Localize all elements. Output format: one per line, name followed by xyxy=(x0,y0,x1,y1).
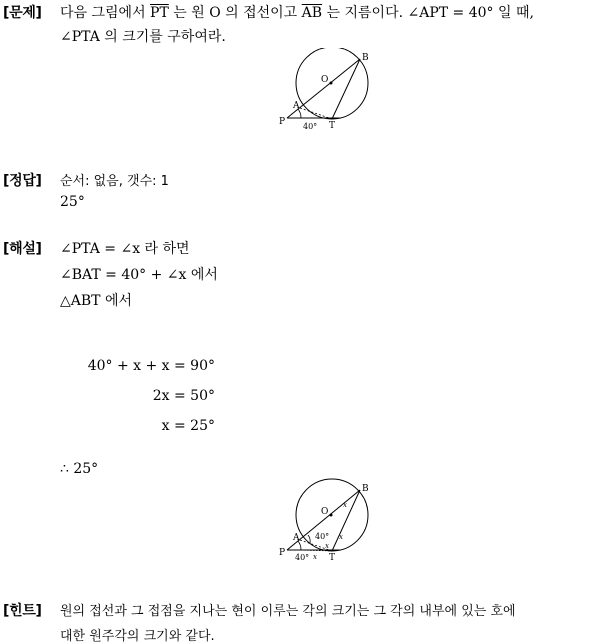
problem-tag: [문제] xyxy=(3,5,42,21)
solution-line-2: ∠BAT = 40° + ∠x 에서 xyxy=(60,267,218,283)
label-b-2: B xyxy=(362,484,369,494)
label-o: O xyxy=(321,75,329,85)
label-angle-p-2: 40° xyxy=(295,553,310,562)
solution-tag: [해설] xyxy=(3,241,42,257)
label-angle: 40° xyxy=(303,122,318,131)
problem-line-2: ∠PTA 의 크기를 구하여라. xyxy=(60,29,226,45)
equation-1: 40° + x + x = 90° xyxy=(87,358,215,374)
hint-line-2: 대한 원주각의 크기와 같다. xyxy=(60,629,215,644)
equation-3: x = 25° xyxy=(161,418,215,434)
label-a-2: A xyxy=(293,533,300,543)
segment-ab: $\overline{AB}$ xyxy=(301,5,323,21)
solution-line-1: ∠PTA = ∠x 라 하면 xyxy=(60,241,190,257)
figure-2 xyxy=(275,477,385,569)
label-x-bt-2: x xyxy=(339,533,343,541)
answer-meta: 순서: 없음, 갯수: 1 xyxy=(60,174,169,189)
label-p-2: P xyxy=(279,548,286,558)
answer-tag: [정답] xyxy=(3,173,42,189)
label-x-t-2: x xyxy=(313,553,317,561)
equation-2: 2x = 50° xyxy=(152,388,215,404)
solution-line-3: △ABT 에서 xyxy=(60,293,133,309)
center-dot-2 xyxy=(330,514,333,517)
label-p: P xyxy=(279,117,286,127)
label-x-b-2: x xyxy=(343,501,347,509)
solution-conclusion: ∴ 25° xyxy=(60,461,99,477)
figure-1 xyxy=(275,48,385,136)
answer-value: 25° xyxy=(60,194,85,210)
problem-text-a: 다음 그림에서 xyxy=(60,5,151,21)
label-angle-a-2: 40° xyxy=(315,532,330,541)
label-x-a-2: x xyxy=(325,542,329,550)
label-t: T xyxy=(329,121,336,131)
chord-at xyxy=(300,108,332,119)
center-dot xyxy=(330,82,333,85)
label-a: A xyxy=(293,101,300,111)
problem-text-b: 는 원 O 의 접선이고 xyxy=(168,5,302,21)
label-t-2: T xyxy=(329,553,336,563)
hint-line-1: 원의 접선과 그 접점을 지나는 현이 이루는 각의 크기는 그 각의 내부에 있는 호에 xyxy=(60,604,516,619)
segment-pt: $\overline{PT}$ xyxy=(150,5,169,21)
problem-text-c: 는 지름이다. ∠APT = 40° 일 때, xyxy=(322,5,534,21)
label-b: B xyxy=(362,53,369,63)
problem-line-1 xyxy=(60,2,534,22)
label-o-2: O xyxy=(321,507,329,517)
hint-tag: [힌트] xyxy=(3,603,42,619)
